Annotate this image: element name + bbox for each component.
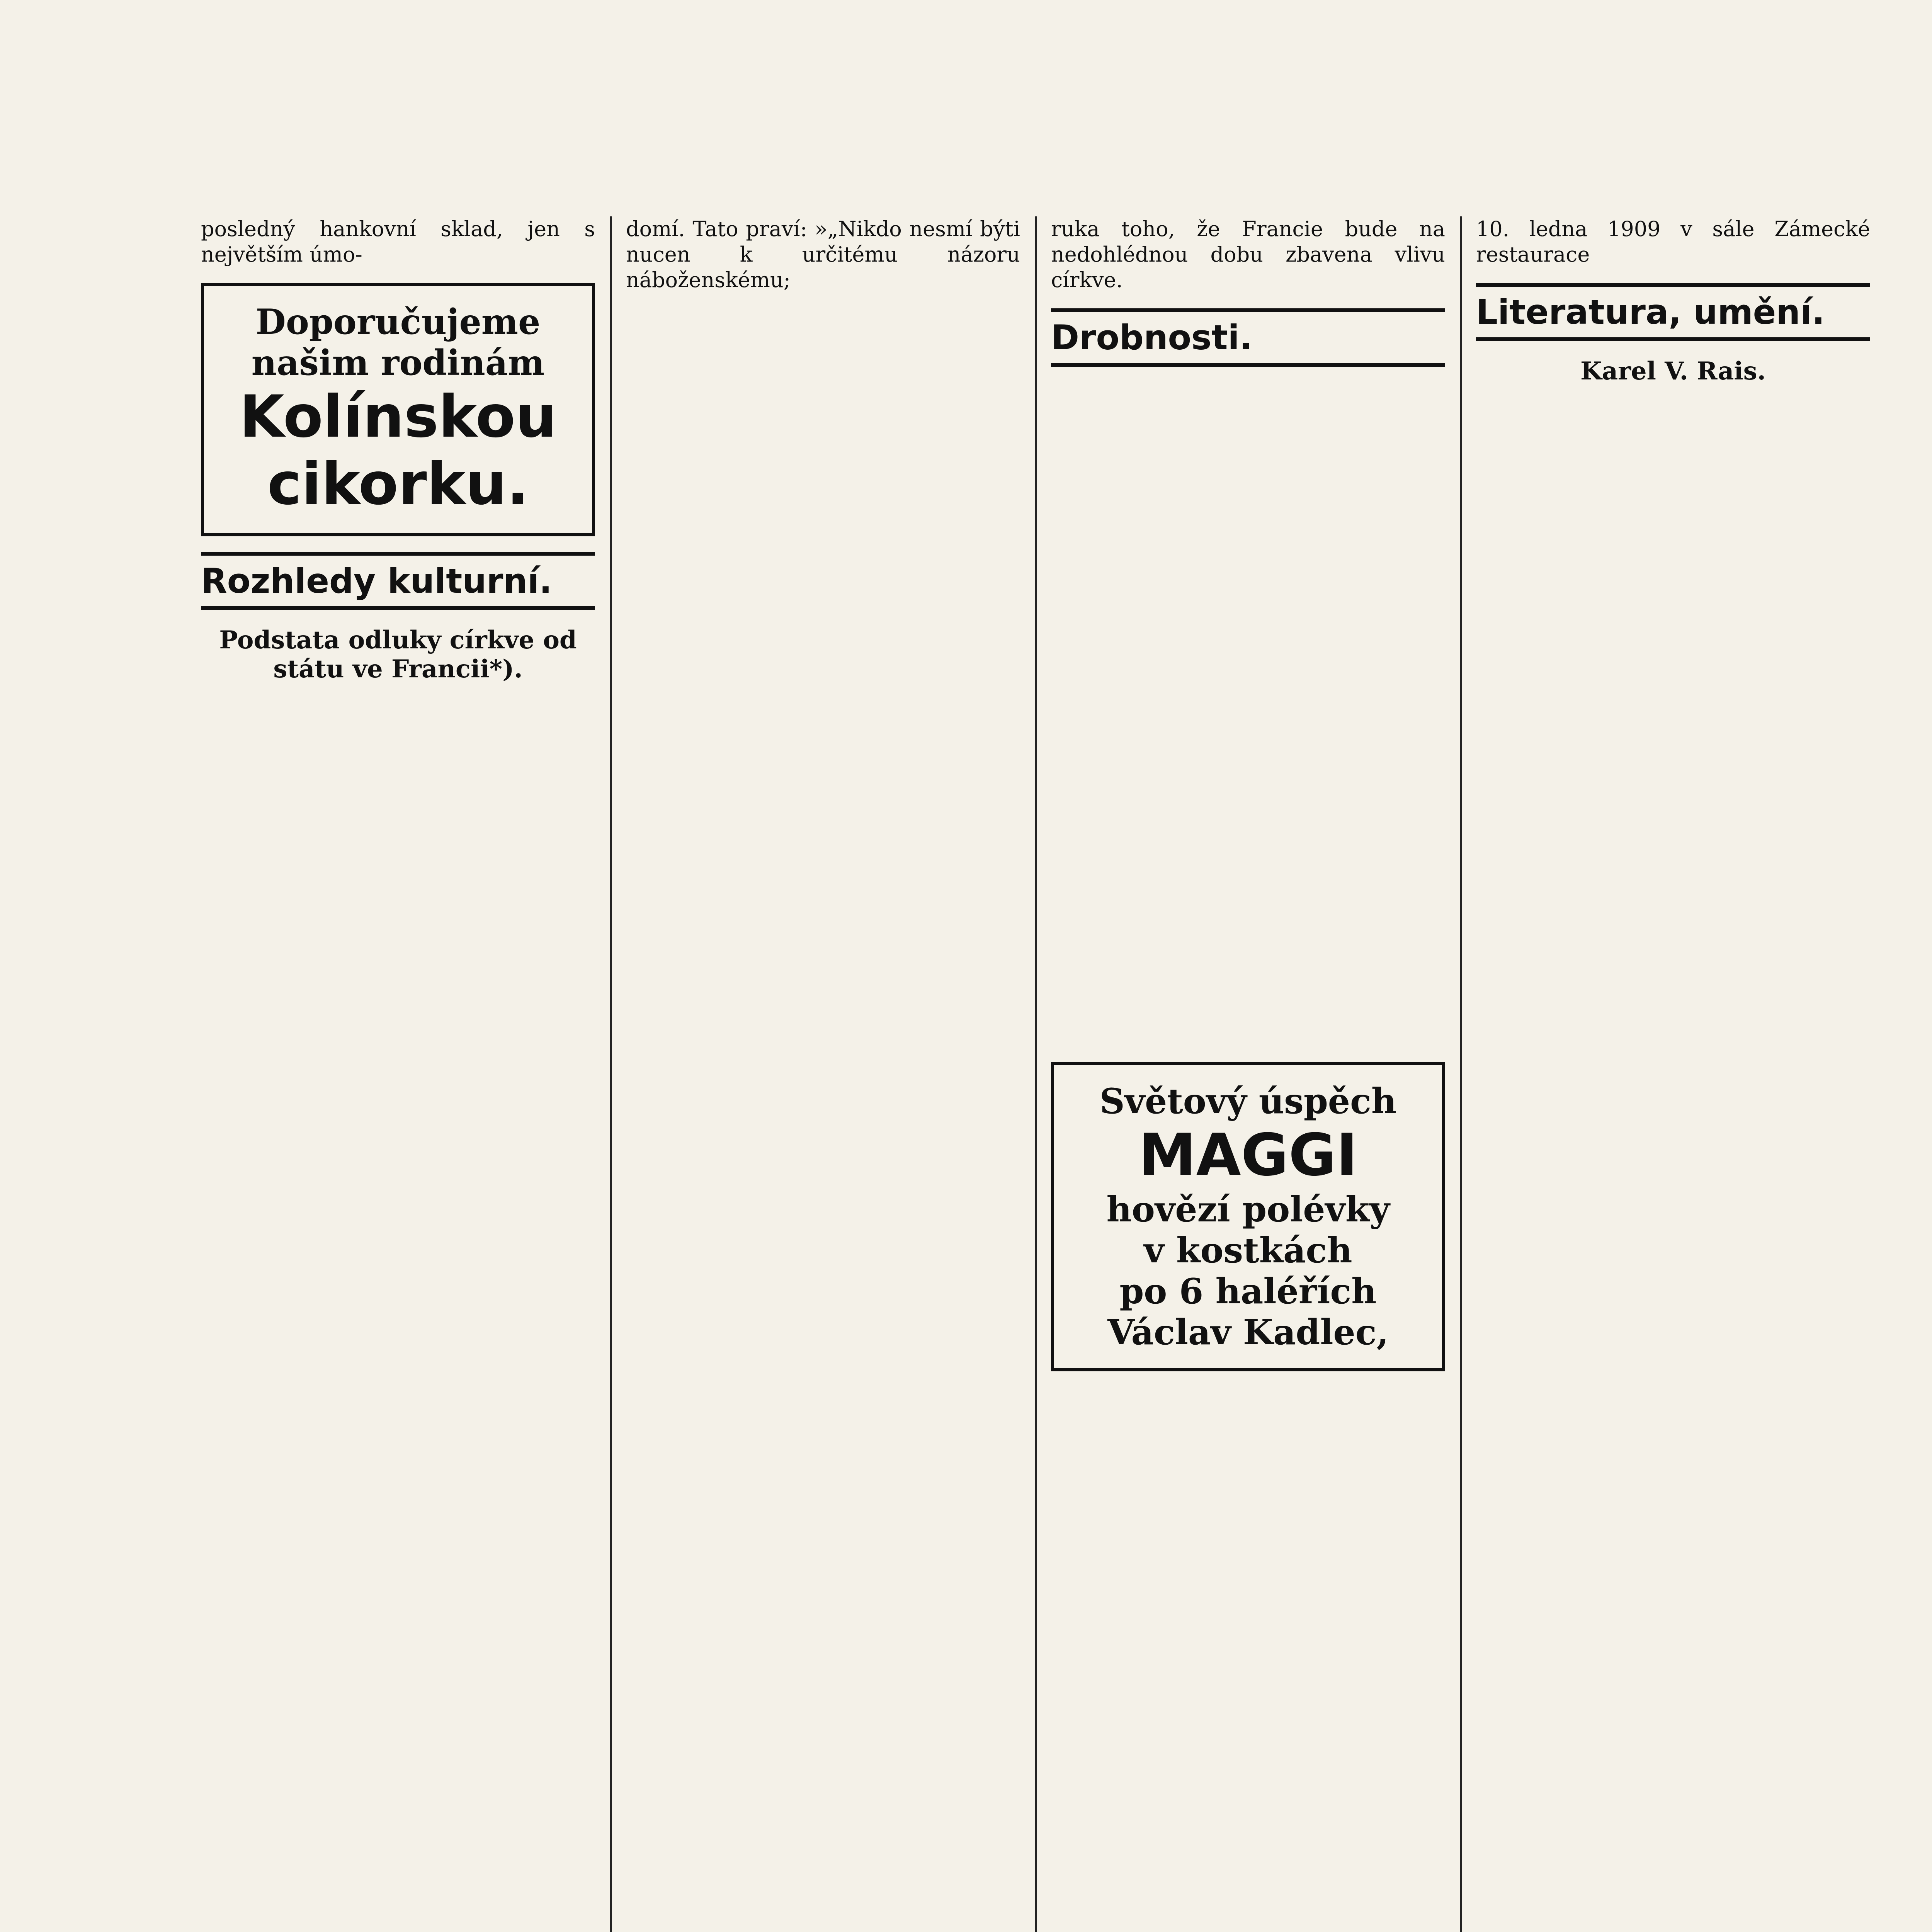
article-title: Karel V. Rais. xyxy=(1580,357,1766,386)
column-text: ruka toho, že Francie bude na nedohlédnou dobu zbavena vlivu církve. xyxy=(1051,217,1445,292)
column-1 xyxy=(201,216,595,695)
column-rule xyxy=(610,216,612,1932)
column-4 xyxy=(1476,216,1870,397)
ad-line: Doporučujeme našim rodinám xyxy=(251,301,545,383)
column-text: domí. Tato praví: »„Nikdo nesmí býti nucen k určitému názoru náboženskému; xyxy=(626,217,1020,292)
advertisement-chicory xyxy=(201,283,595,536)
section-heading: Literatura, umění. xyxy=(1476,283,1870,341)
section-heading: Drobnosti. xyxy=(1051,308,1445,367)
ad-line: Kolínskou cikorku. xyxy=(239,383,557,518)
newspaper-page xyxy=(201,216,1893,1932)
column-text: posledný hankovní sklad, jen s největším úmo- xyxy=(201,217,595,267)
ad-line: MAGGI xyxy=(1138,1122,1358,1189)
column-2 xyxy=(626,216,1020,300)
column-3 xyxy=(1051,216,1445,1387)
column-rule xyxy=(1035,216,1037,1932)
section-heading: Rozhledy kulturní. xyxy=(201,552,595,610)
ad-line: hovězí polévky xyxy=(1106,1189,1390,1230)
ad-line: Václav Kadlec, xyxy=(1107,1312,1389,1353)
ad-line: Světový úspěch xyxy=(1099,1081,1397,1122)
ad-line: v kostkách xyxy=(1144,1230,1352,1271)
column-rule xyxy=(1460,216,1462,1932)
advertisement-maggi xyxy=(1051,1062,1445,1371)
column-text: 10. ledna 1909 v sále Zámecké restaurace xyxy=(1476,217,1870,267)
article-title: Podstata odluky církve od státu ve Francii*). xyxy=(219,626,577,684)
ad-line: po 6 haléřích xyxy=(1119,1271,1377,1312)
